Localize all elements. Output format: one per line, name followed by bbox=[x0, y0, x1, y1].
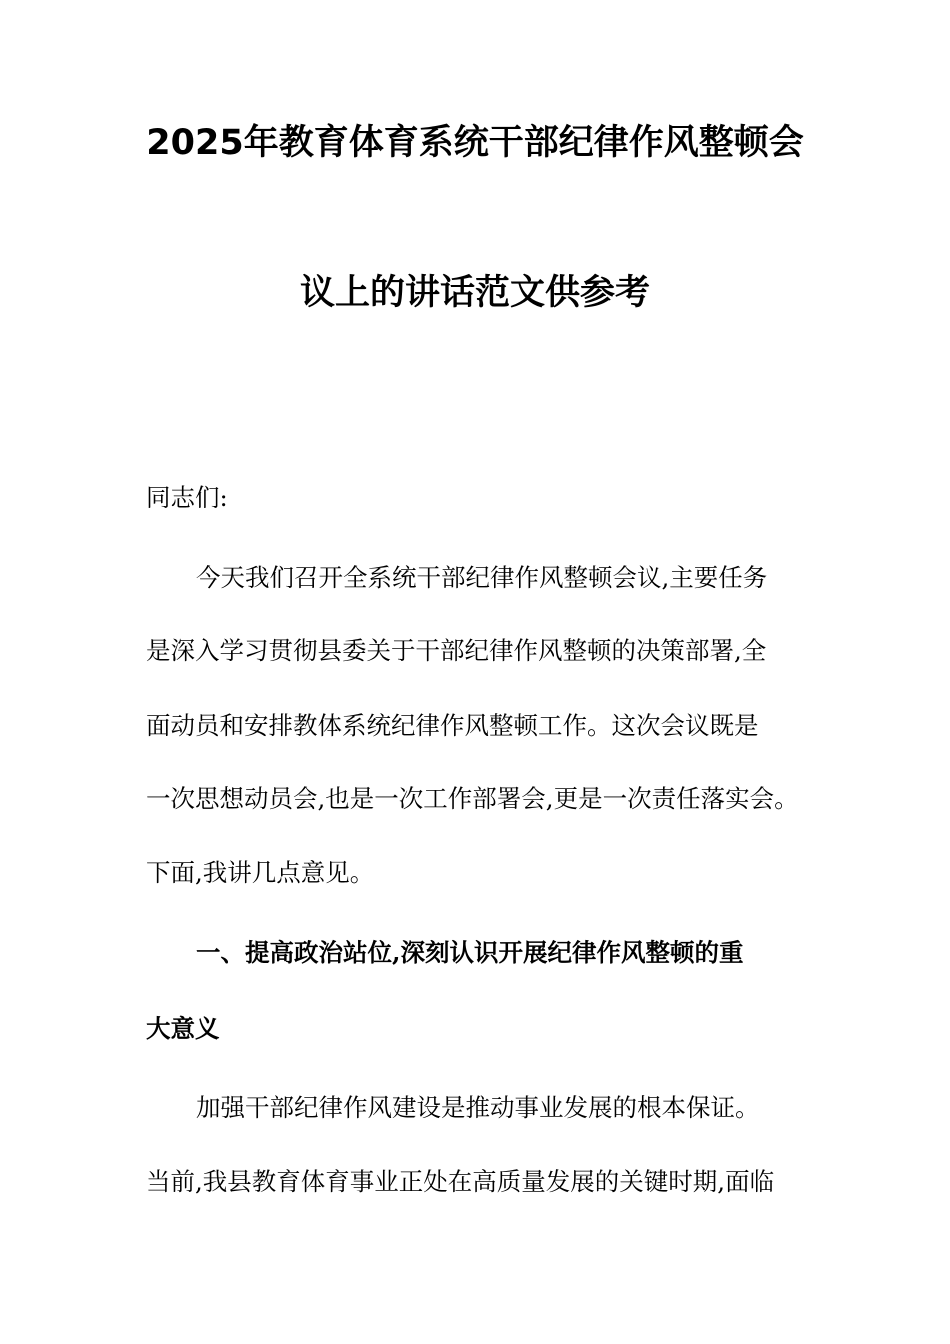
salutation: 同志们: bbox=[146, 483, 228, 512]
paragraph-line: 今天我们召开全系统干部纪律作风整顿会议,主要任务 bbox=[196, 563, 768, 592]
document-title-line-1: 2025年教育体育系统干部纪律作风整顿会 bbox=[146, 123, 804, 163]
paragraph-line: 面动员和安排教体系统纪律作风整顿工作。这次会议既是 bbox=[146, 711, 759, 740]
paragraph-line: 下面,我讲几点意见。 bbox=[146, 858, 375, 887]
paragraph-line: 是深入学习贯彻县委关于干部纪律作风整顿的决策部署,全 bbox=[146, 636, 767, 665]
paragraph-line: 加强干部纪律作风建设是推动事业发展的根本保证。 bbox=[196, 1093, 760, 1122]
section-heading-line: 大意义 bbox=[146, 1014, 220, 1043]
document-title-line-2: 议上的讲话范文供参考 bbox=[299, 273, 650, 313]
paragraph-line: 当前,我县教育体育事业正处在高质量发展的关键时期,面临 bbox=[146, 1167, 775, 1196]
section-heading-line: 一、提高政治站位,深刻认识开展纪律作风整顿的重 bbox=[196, 938, 744, 967]
paragraph-line: 一次思想动员会,也是一次工作部署会,更是一次责任落实会。 bbox=[146, 784, 799, 813]
